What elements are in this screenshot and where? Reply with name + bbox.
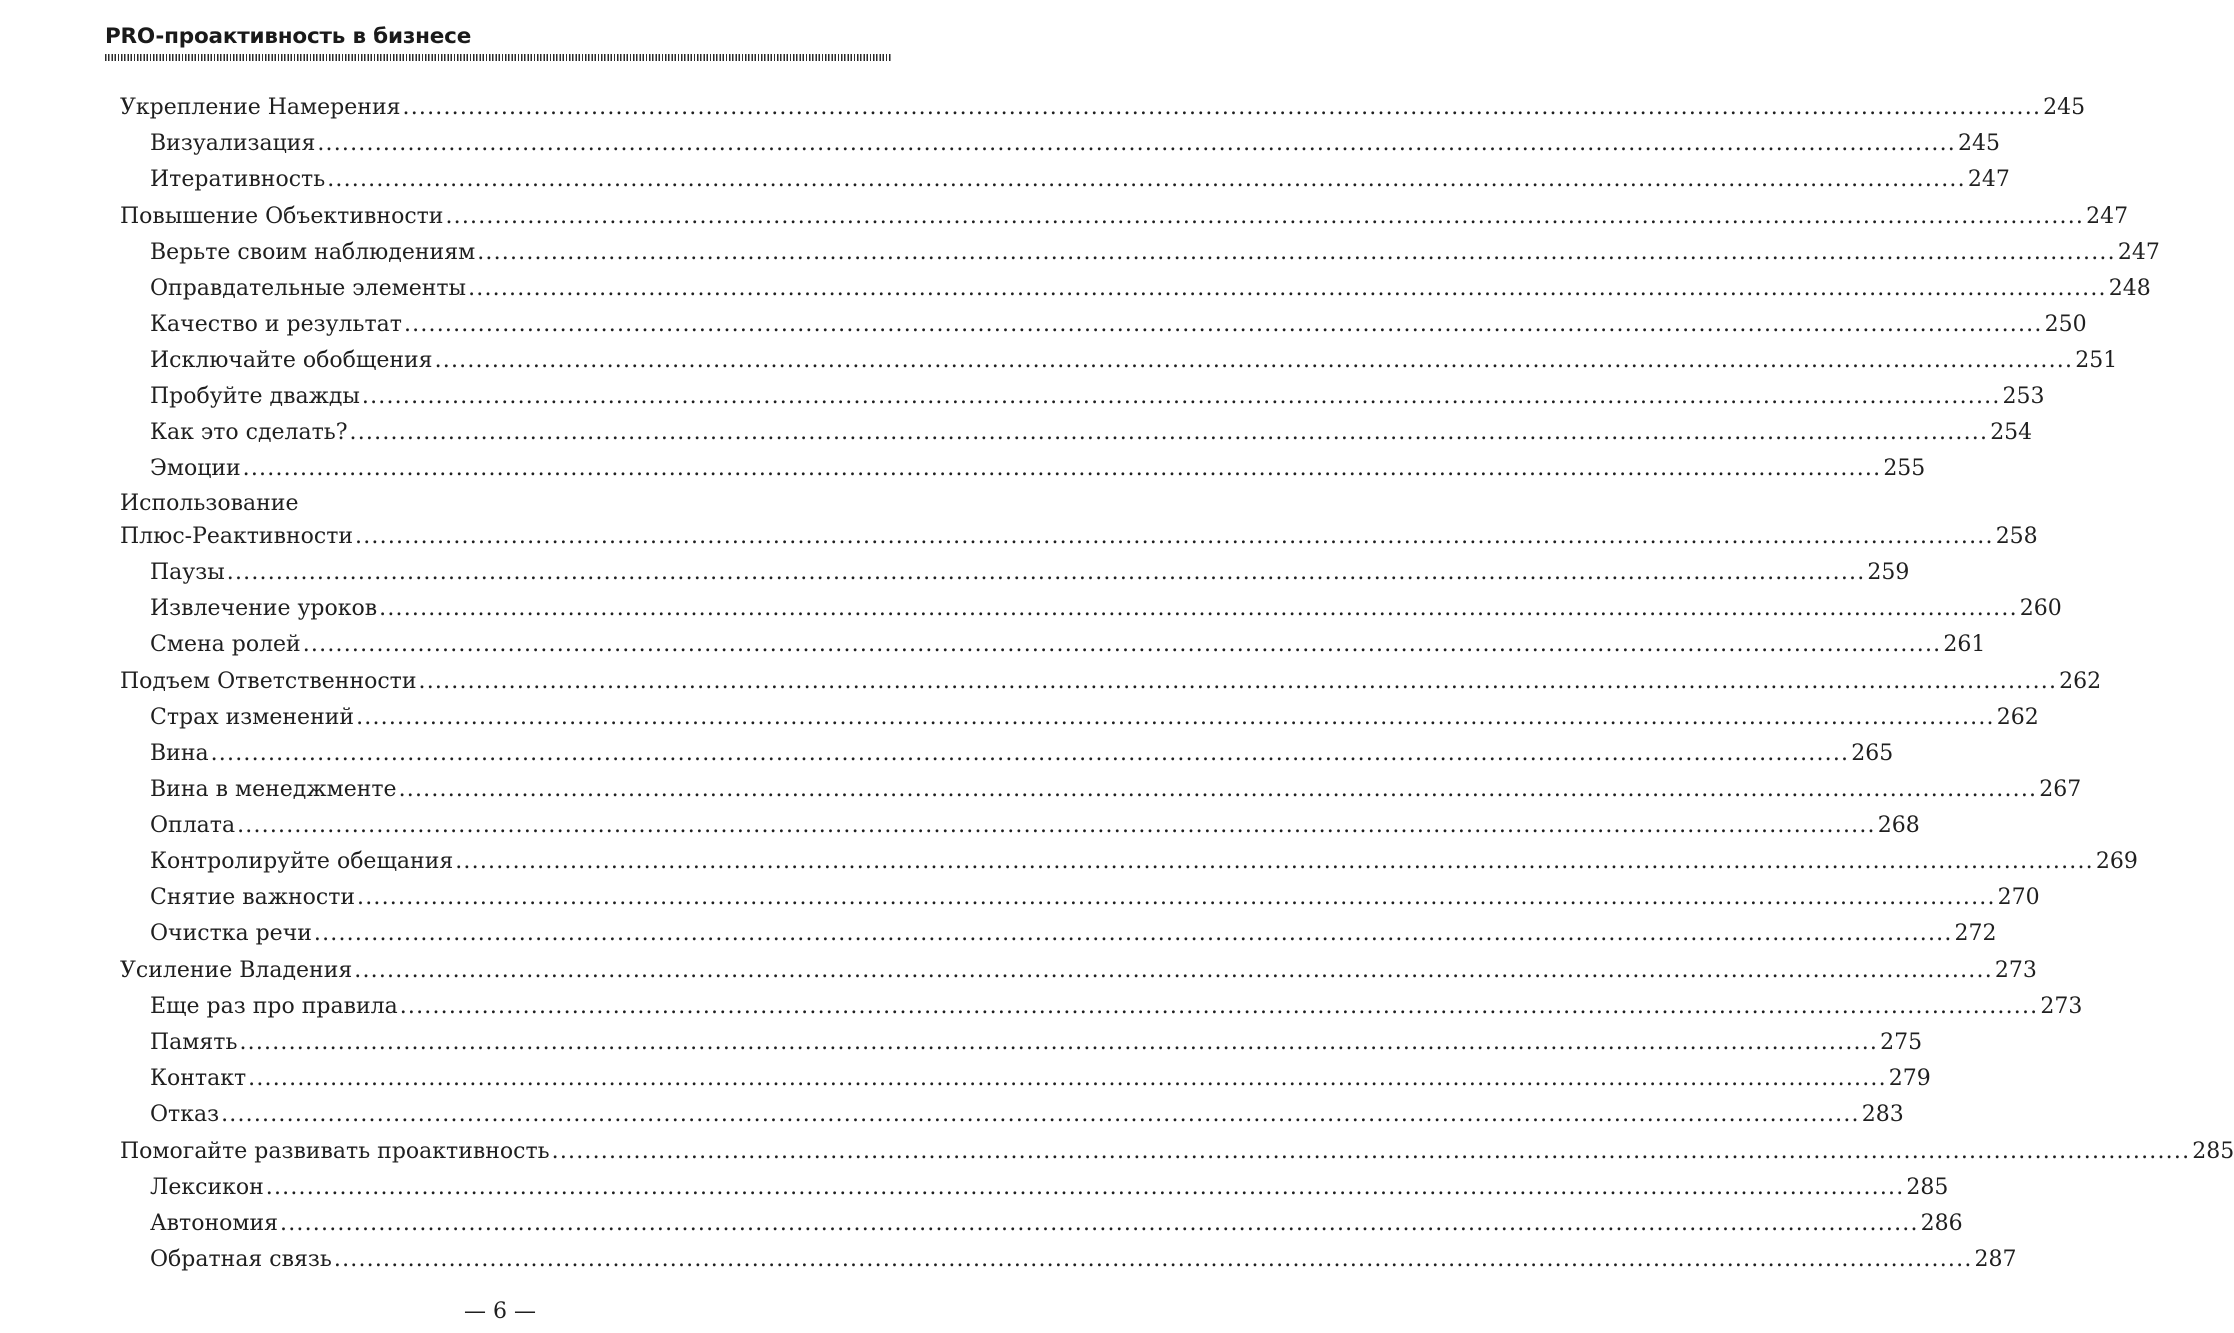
dot-leader: ........................................................................................................................................................................................................ (402, 95, 2042, 120)
dot-leader: ........................................................................................................................................................................................................ (237, 813, 1876, 838)
toc-entry-title: Исключайте обобщения (150, 348, 433, 373)
dot-leader: ........................................................................................................................................................................................................ (242, 456, 1882, 481)
dot-leader: ........................................................................................................................................................................................................ (551, 1139, 2191, 1164)
toc-entry-title: Память (150, 1030, 238, 1055)
toc-entry-page-number: 285 (2192, 1139, 2234, 1164)
dot-leader: ........................................................................................................................................................................................................ (361, 384, 2001, 409)
toc-entry-page-number: 261 (1943, 632, 1986, 657)
toc-subsection-entry[interactable] (120, 415, 2033, 451)
dot-leader: ........................................................................................................................................................................................................ (349, 420, 1989, 445)
dot-leader: ........................................................................................................................................................................................................ (399, 994, 2039, 1019)
toc-entry-page-number: 262 (1996, 705, 2039, 730)
toc-entry-page-number: 269 (2095, 849, 2138, 874)
dot-leader: ........................................................................................................................................................................................................ (445, 204, 2085, 229)
toc-entry-title: Паузы (150, 560, 225, 585)
toc-section-entry[interactable] (120, 90, 2086, 126)
toc-entry-page-number: 247 (2086, 204, 2129, 229)
table-of-contents (120, 89, 2234, 1278)
dot-leader: ........................................................................................................................................................................................................ (357, 885, 1996, 910)
toc-entry-page-number: 265 (1851, 741, 1894, 766)
toc-subsection-entry[interactable] (120, 591, 2062, 627)
toc-entry-title: Оплата (150, 813, 236, 838)
toc-subsection-entry[interactable] (120, 772, 2082, 808)
dot-leader: ........................................................................................................................................................................................................ (379, 596, 2018, 621)
toc-entry-page-number: 251 (2075, 348, 2118, 373)
toc-entry-page-number: 259 (1867, 560, 1910, 585)
toc-section-entry[interactable] (120, 664, 2102, 700)
toc-subsection-entry[interactable] (120, 736, 1894, 772)
toc-entry-page-number: 262 (2059, 669, 2102, 694)
toc-entry-title: Очистка речи (150, 921, 312, 946)
toc-entry-page-number: 258 (1995, 524, 2038, 549)
toc-entry-title: Повышение Объективности (120, 204, 444, 229)
toc-entry-title: Оправдательные элементы (150, 276, 467, 301)
toc-entry-title: Еще раз про правила (150, 994, 398, 1019)
toc-entry-title: Пробуйте дважды (150, 384, 360, 409)
dot-leader: ........................................................................................................................................................................................................ (302, 632, 1942, 657)
dot-leader: ........................................................................................................................................................................................................ (210, 741, 1850, 766)
header-dotted-rule (105, 54, 891, 61)
toc-entry-title: Верьте своим наблюдениям (150, 240, 476, 265)
toc-entry-title: Отказ (150, 1102, 220, 1127)
toc-subsection-entry[interactable] (120, 1097, 1904, 1133)
toc-entry-page-number: 255 (1883, 456, 1926, 481)
toc-entry-page-number: 267 (2039, 777, 2082, 802)
toc-section-entry[interactable] (120, 1134, 2234, 1170)
toc-entry-title: Обратная связь (150, 1247, 332, 1272)
toc-entry-page-number: 248 (2108, 276, 2151, 301)
toc-entry-title: Эмоции (150, 456, 241, 481)
toc-subsection-entry[interactable] (120, 844, 2138, 880)
dot-leader: ........................................................................................................................................................................................................ (265, 1175, 1905, 1200)
dot-leader: ........................................................................................................................................................................................................ (468, 276, 2107, 301)
toc-subsection-entry[interactable] (120, 1025, 1923, 1061)
toc-subsection-entry[interactable] (120, 343, 2118, 379)
toc-subsection-entry[interactable] (120, 989, 2083, 1025)
toc-entry-page-number: 247 (1967, 167, 2010, 192)
toc-entry-page-number: 247 (2117, 240, 2160, 265)
toc-entry-title: Контакт (150, 1066, 247, 1091)
toc-entry-title: Контролируйте обещания (150, 849, 454, 874)
toc-entry-page-number: 253 (2002, 384, 2045, 409)
toc-entry-page-number: 270 (1997, 885, 2040, 910)
dot-leader: ........................................................................................................................................................................................................ (403, 312, 2043, 337)
toc-subsection-entry[interactable] (120, 555, 1910, 591)
toc-entry-page-number: 283 (1861, 1102, 1904, 1127)
toc-subsection-entry[interactable] (120, 700, 2039, 736)
toc-entry-page-number: 279 (1888, 1066, 1931, 1091)
toc-subsection-entry[interactable] (120, 235, 2160, 271)
toc-entry-page-number: 287 (1974, 1247, 2017, 1272)
toc-entry-title: Вина в менеджменте (150, 777, 397, 802)
dot-leader: ........................................................................................................................................................................................................ (477, 240, 2116, 265)
toc-entry-page-number: 273 (1994, 958, 2037, 983)
toc-subsection-entry[interactable] (120, 307, 2087, 343)
toc-entry-title: Подъем Ответственности (120, 669, 417, 694)
dot-leader: ........................................................................................................................................................................................................ (356, 705, 1995, 730)
dot-leader: ........................................................................................................................................................................................................ (239, 1030, 1879, 1055)
toc-entry-title: Автономия (150, 1211, 279, 1236)
dot-leader: ........................................................................................................................................................................................................ (226, 560, 1866, 585)
toc-subsection-entry[interactable] (120, 627, 1986, 663)
toc-entry-title-line1: Использование (120, 491, 299, 516)
running-header (105, 22, 891, 61)
dot-leader: ........................................................................................................................................................................................................ (280, 1211, 1919, 1236)
toc-entry-page-number: 286 (1920, 1211, 1963, 1236)
toc-section-entry[interactable] (120, 519, 2038, 555)
dot-leader: ........................................................................................................................................................................................................ (333, 1247, 1973, 1272)
toc-entry-title: Качество и результат (150, 312, 402, 337)
toc-section-entry[interactable] (120, 953, 2037, 989)
dot-leader: ........................................................................................................................................................................................................ (455, 849, 2094, 874)
toc-entry-title: Усиление Владения (120, 958, 353, 983)
toc-entry-page-number: 275 (1880, 1030, 1923, 1055)
toc-entry-page-number: 260 (2019, 596, 2062, 621)
toc-entry-page-number: 254 (1990, 420, 2033, 445)
dot-leader: ........................................................................................................................................................................................................ (355, 524, 1994, 549)
toc-subsection-entry[interactable] (120, 451, 1926, 487)
toc-entry-title: Плюс-Реактивности (120, 524, 354, 549)
toc-subsection-entry[interactable] (120, 880, 2040, 916)
toc-entry-page-number: 268 (1877, 813, 1920, 838)
toc-entry-title: Визуализация (150, 131, 316, 156)
dot-leader: ........................................................................................................................................................................................................ (313, 921, 1953, 946)
toc-entry-title: Вина (150, 741, 209, 766)
toc-subsection-entry[interactable] (120, 162, 2010, 198)
toc-entry-page-number: 273 (2040, 994, 2083, 1019)
dot-leader: ........................................................................................................................................................................................................ (327, 167, 1966, 192)
toc-subsection-entry[interactable] (120, 1061, 1931, 1097)
toc-entry-page-number: 245 (2043, 95, 2086, 120)
toc-entry-title: Как это сделать? (150, 420, 348, 445)
toc-entry-title: Укрепление Намерения (120, 95, 401, 120)
toc-entry-title: Итеративность (150, 167, 326, 192)
toc-entry-page-number: 285 (1906, 1175, 1949, 1200)
toc-subsection-entry[interactable] (120, 1170, 1949, 1206)
dot-leader: ........................................................................................................................................................................................................ (398, 777, 2038, 802)
toc-subsection-entry[interactable] (120, 1242, 2017, 1278)
toc-subsection-entry[interactable] (120, 271, 2151, 307)
dot-leader: ........................................................................................................................................................................................................ (248, 1066, 1887, 1091)
toc-entry-title: Извлечение уроков (150, 596, 378, 621)
dot-leader: ........................................................................................................................................................................................................ (434, 348, 2074, 373)
toc-entry-title: Страх изменений (150, 705, 355, 730)
toc-subsection-entry[interactable] (120, 916, 1997, 952)
toc-entry-page-number: 250 (2044, 312, 2087, 337)
toc-entry-title: Помогайте развивать проактивность (120, 1139, 550, 1164)
toc-entry-title: Лексикон (150, 1175, 264, 1200)
toc-section-entry[interactable] (120, 199, 2129, 235)
toc-entry-title: Снятие важности (150, 885, 356, 910)
dot-leader: ........................................................................................................................................................................................................ (418, 669, 2058, 694)
page-number: — 6 — (464, 1299, 536, 1324)
dot-leader: ........................................................................................................................................................................................................ (221, 1102, 1860, 1127)
toc-entry-title: Смена ролей (150, 632, 301, 657)
toc-subsection-entry[interactable] (120, 808, 1920, 844)
toc-subsection-entry[interactable] (120, 126, 2000, 162)
toc-entry-page-number: 245 (1957, 131, 2000, 156)
toc-subsection-entry[interactable] (120, 1206, 1963, 1242)
toc-subsection-entry[interactable] (120, 379, 2045, 415)
toc-entry-page-number: 272 (1954, 921, 1997, 946)
dot-leader: ........................................................................................................................................................................................................ (317, 131, 1956, 156)
dot-leader: ........................................................................................................................................................................................................ (354, 958, 1993, 983)
book-title: PRO-проактивность в бизнесе (105, 24, 472, 49)
